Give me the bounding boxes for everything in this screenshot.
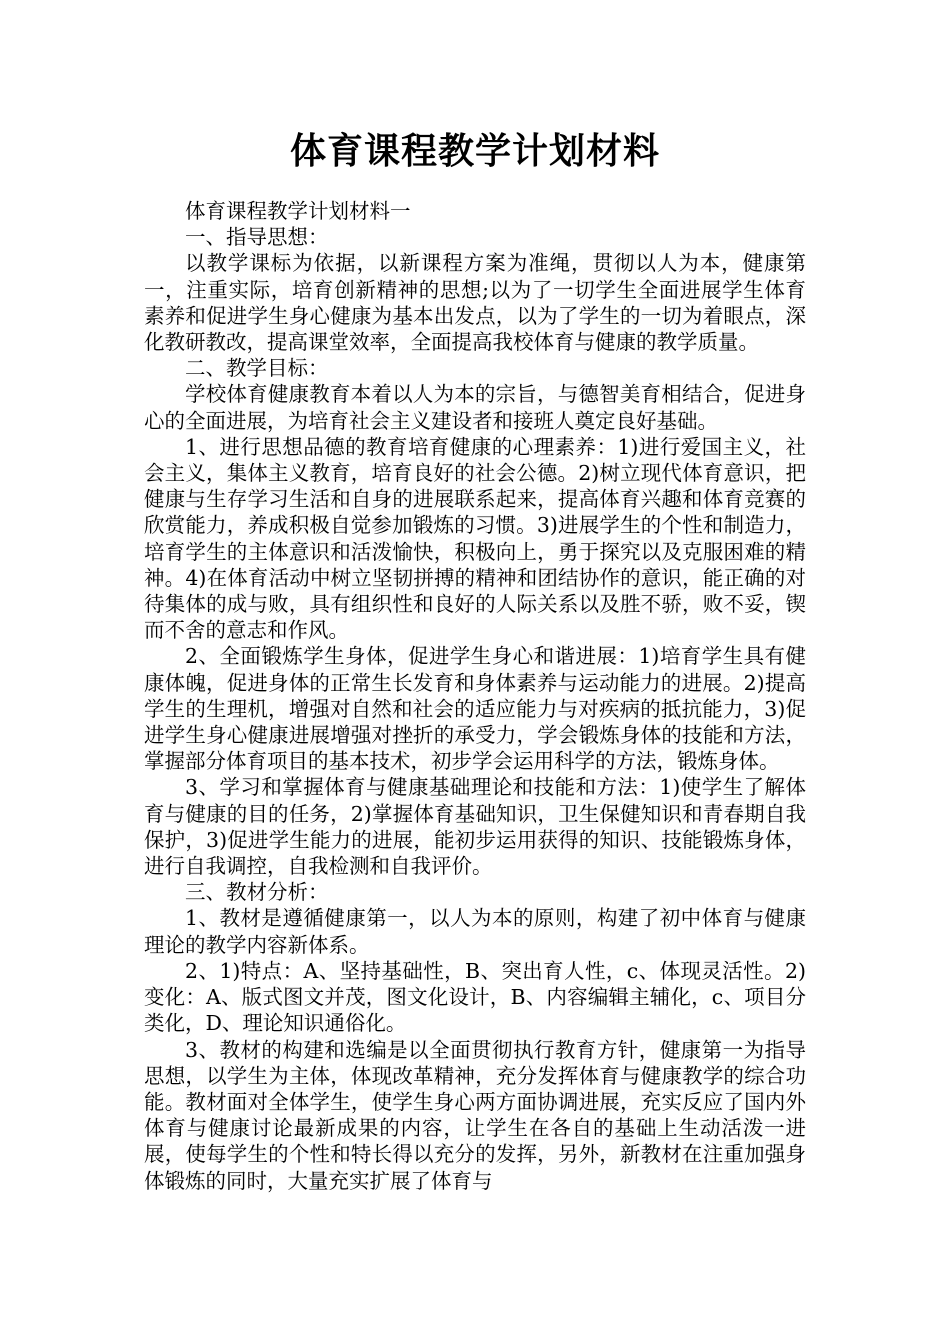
paragraph-material-1: 1、教材是遵循健康第一，以人为本的原则，构建了初中体育与健康理论的教学内容新体系。: [144, 906, 806, 957]
paragraph-goal-1: 1、进行思想品德的教育培育健康的心理素养：1)进行爱国主义，社会主义，集体主义教育，培育良好的社会公德。2)树立现代体育意识，把健康与生存学习生活和自身的进展联系起来，提高体育兴趣和体育竞赛的欣赏能力，养成积极自觉参加锻炼的习惯。3)进展学生的个性和制造力，培育学生的主体意识和活泼愉快，积极向上，勇于探究以及克服困难的精神。4)在体育活动中树立坚韧拼搏的精神和团结协作的意识，能正确的对待集体的成与败，具有组织性和良好的人际关系以及胜不骄，败不妥，锲而不舍的意志和作风。: [144, 434, 806, 643]
paragraph-subtitle: 体育课程教学计划材料一: [185, 199, 411, 223]
paragraph-material-3: 3、教材的构建和选编是以全面贯彻执行教育方针，健康第一为指导思想，以学生为主体，体现改革精神，充分发挥体育与健康教学的综合功能。教材面对全体学生，使学生身心两方面协调进展，充实反应了国内外体育与健康讨论最新成果的内容，让学生在各自的基础上生动活泼一进展，使每学生的个性和特长得以充分的发挥，另外，新教材在注重加强身体锻炼的同时，大量充实扩展了体育与: [144, 1037, 806, 1193]
paragraph-goal-2: 2、全面锻炼学生身体，促进学生身心和谐进展：1)培育学生具有健康体魄，促进身体的正常生长发育和身体素养与运动能力的进展。2)提高学生的生理机，增强对自然和社会的适应能力与对疾病的抵抗能力，3)促进学生身心健康进展增强对挫折的承受力，学会锻炼身体的技能和方法，掌握部分体育项目的基本技术，初步学会运用科学的方法，锻炼身体。: [144, 644, 806, 774]
heading-material-analysis: 三、教材分析：: [185, 880, 329, 905]
paragraph-material-2: 2、1)特点：A、坚持基础性，B、突出育人性，c、体现灵活性。2)变化：A、版式图文并茂，图文化设计，B、内容编辑主辅化，c、项目分类化，D、理论知识通俗化。: [144, 958, 806, 1036]
paragraph-goal-3: 3、学习和掌握体育与健康基础理论和技能和方法：1)使学生了解体育与健康的目的任务，2)掌握体育基础知识，卫生保健知识和青春期自我保护，3)促进学生能力的进展，能初步运用获得的知识、技能锻炼身体，进行自我调控，自我检测和自我评价。: [144, 775, 806, 879]
document-body: [144, 198, 806, 1194]
paragraph-guiding-thought: 以教学课标为依据，以新课程方案为准绳，贯彻以人为本，健康第一，注重实际，培育创新精神的思想;以为了一切学生全面进展学生体育素养和促进学生身心健康为基本出发点，以为了学生的一切为着眼点，深化教研教改，提高课堂效率，全面提高我校体育与健康的教学质量。: [144, 251, 806, 355]
heading-teaching-goals: 二、教学目标：: [185, 356, 329, 381]
document-title: 体育课程教学计划材料: [289, 131, 660, 172]
heading-guiding-thought: 一、指导思想：: [185, 225, 329, 250]
paragraph-teaching-goals: 学校体育健康教育本着以人为本的宗旨，与德智美育相结合，促进身心的全面进展，为培育社会主义建设者和接班人奠定良好基础。: [144, 382, 806, 433]
